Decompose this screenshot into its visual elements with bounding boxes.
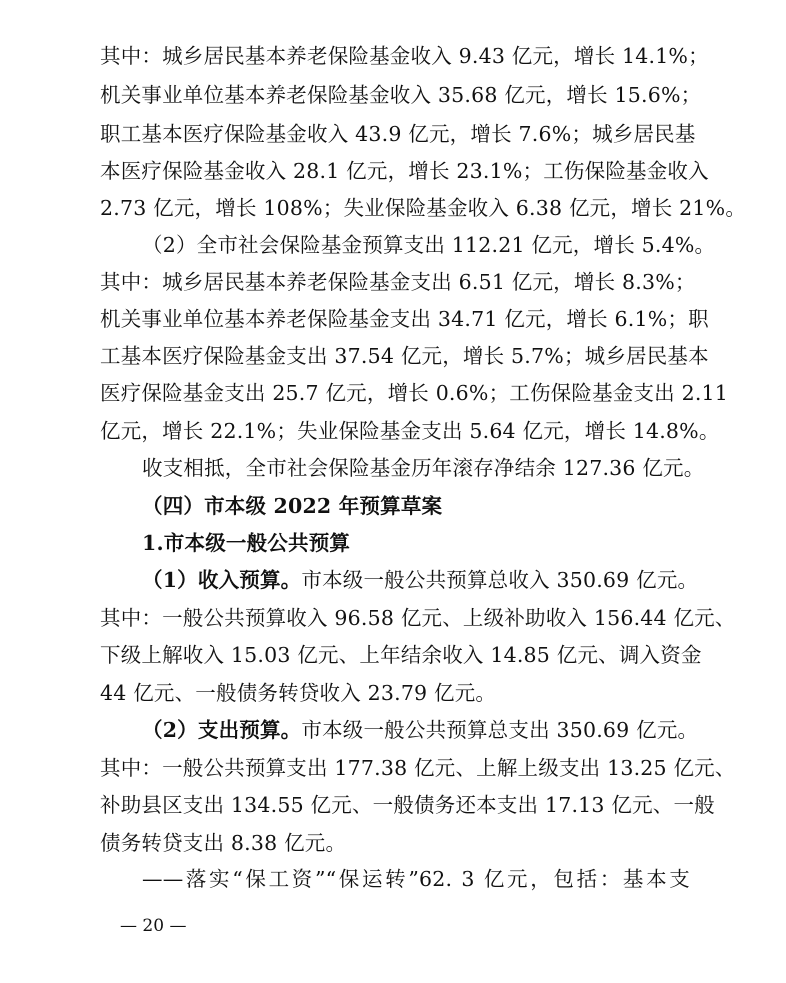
- subsection-heading: 1.市本级一般公共预算: [142, 531, 351, 555]
- body-line: 补助县区支出 134.55 亿元、一般债务还本支出 17.13 亿元、一般: [100, 793, 715, 817]
- body-line: 本医疗保险基金收入 28.1 亿元，增长 23.1%；工伤保险基金收入: [100, 159, 709, 183]
- body-line: 下级上解收入 15.03 亿元、上年结余收入 14.85 亿元、调入资金: [100, 643, 702, 667]
- body-line: 机关事业单位基本养老保险基金支出 34.71 亿元，增长 6.1%；职: [100, 307, 709, 331]
- section-heading: （四）市本级 2022 年预算草案: [142, 494, 443, 518]
- paragraph-lead-heading: （1）收入预算。: [142, 568, 302, 592]
- body-line: 职工基本医疗保险基金收入 43.9 亿元，增长 7.6%；城乡居民基: [100, 122, 696, 146]
- paragraph-lead-text: 市本级一般公共预算总收入 350.69 亿元。: [301, 568, 699, 592]
- body-line: 债务转贷支出 8.38 亿元。: [100, 831, 347, 855]
- body-line: 其中：一般公共预算收入 96.58 亿元、上级补助收入 156.44 亿元、: [100, 606, 736, 630]
- body-line: 其中：一般公共预算支出 177.38 亿元、上解上级支出 13.25 亿元、: [100, 756, 736, 780]
- body-line: 2.73 亿元，增长 108%；失业保险基金收入 6.38 亿元，增长 21%。: [100, 196, 747, 220]
- body-line: 其中：城乡居民基本养老保险基金支出 6.51 亿元，增长 8.3%；: [100, 270, 696, 294]
- body-line: [142, 718, 699, 742]
- body-line: 44 亿元、一般债务转贷收入 23.79 亿元。: [100, 681, 497, 705]
- body-line: 亿元，增长 22.1%；失业保险基金支出 5.64 亿元，增长 14.8%。: [100, 419, 720, 443]
- body-line: 机关事业单位基本养老保险基金收入 35.68 亿元，增长 15.6%；: [100, 83, 702, 107]
- body-line: 其中：城乡居民基本养老保险基金收入 9.43 亿元，增长 14.1%；: [100, 44, 709, 68]
- page-number: — 20 —: [120, 916, 187, 936]
- body-line: 工基本医疗保险基金支出 37.54 亿元，增长 5.7%；城乡居民基本: [100, 344, 709, 368]
- paragraph-lead-heading: （2）支出预算。: [142, 718, 302, 742]
- body-line: （2）全市社会保险基金预算支出 112.21 亿元，增长 5.4%。: [142, 233, 716, 257]
- body-line: 收支相抵，全市社会保险基金历年滚存净结余 127.36 亿元。: [142, 456, 705, 480]
- paragraph-lead-text: 市本级一般公共预算总支出 350.69 亿元。: [301, 718, 699, 742]
- body-line: 医疗保险基金支出 25.7 亿元，增长 0.6%；工伤保险基金支出 2.11: [100, 381, 729, 405]
- body-line: ——落实“保工资”“保运转”62. 3 亿元，包括：基本支: [142, 867, 690, 891]
- body-line: [142, 568, 699, 592]
